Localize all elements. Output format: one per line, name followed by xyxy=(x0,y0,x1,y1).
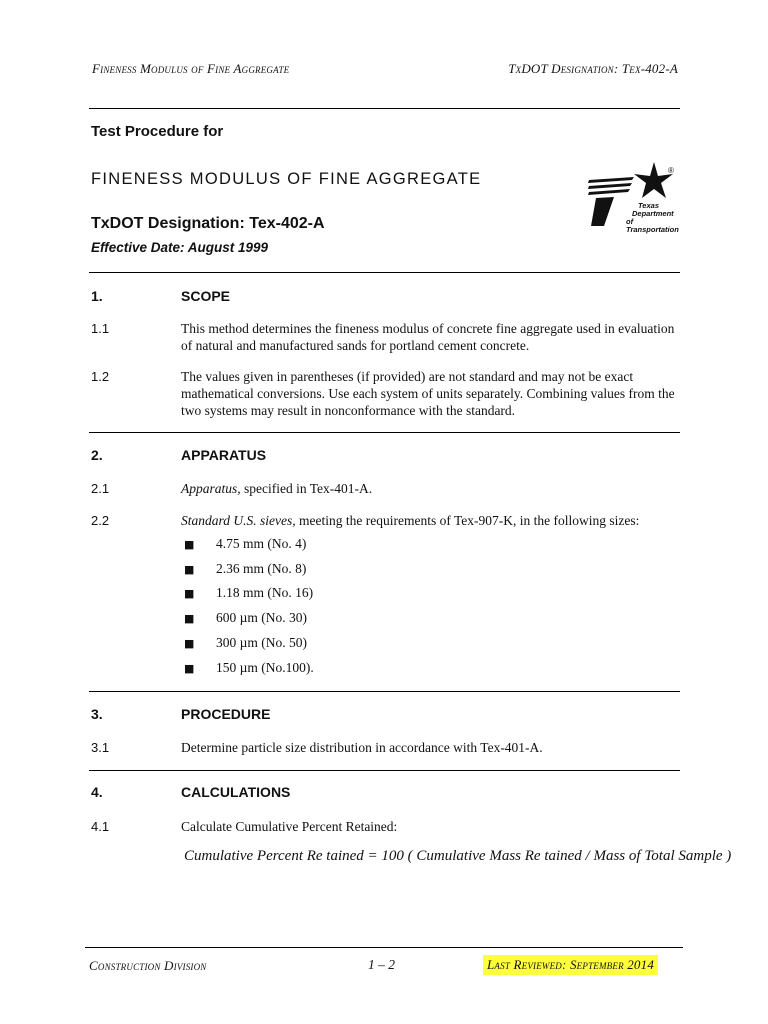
section-number-calculations: 4. xyxy=(91,784,103,800)
section-title-scope: SCOPE xyxy=(181,288,231,304)
designation: TxDOT Designation: Tex-402-A xyxy=(91,215,325,232)
section-title-procedure: PROCEDURE xyxy=(181,706,271,722)
item-number-2-1: 2.1 xyxy=(91,481,110,496)
apparatus-rest: specified in Tex-401-A. xyxy=(240,481,373,496)
header-rule xyxy=(89,108,680,109)
section-rule-4 xyxy=(89,770,680,771)
cumulative-percent-equation: Cumulative Percent Re tained = 100 ( Cumulative Mass Re tained / Mass of Total Sample ) xyxy=(184,848,732,864)
document-title: FINENESS MODULUS OF FINE AGGREGATE xyxy=(91,170,482,188)
sieve-item: 600 µm (No. 30) xyxy=(216,610,308,625)
footer-left: Construction Division xyxy=(89,958,207,973)
section-rule-1 xyxy=(89,272,680,273)
item-number-4-1: 4.1 xyxy=(91,819,110,834)
page-number: 1 – 2 xyxy=(368,957,395,972)
logo-line-texas: Texas xyxy=(638,201,659,210)
running-header-right: TxDOT Designation: Tex-402-A xyxy=(508,61,678,76)
section-number-scope: 1. xyxy=(91,288,103,304)
section-number-apparatus: 2. xyxy=(91,447,103,463)
sieves-rest: meeting the requirements of Tex-907-K, in the following sizes: xyxy=(295,513,640,528)
sieve-item: 4.75 mm (No. 4) xyxy=(216,536,307,551)
bullet-icon: ■ xyxy=(184,563,195,576)
logo-line-department: Department xyxy=(632,209,674,218)
item-text-4-1: Calculate Cumulative Percent Retained: xyxy=(181,819,398,834)
last-reviewed: Last Reviewed: September 2014 xyxy=(483,955,658,975)
registered-mark: ® xyxy=(668,166,674,175)
running-header-left: Fineness Modulus of Fine Aggregate xyxy=(92,61,290,76)
sieve-item: 2.36 mm (No. 8) xyxy=(216,561,307,576)
item-number-1-1: 1.1 xyxy=(91,321,110,336)
item-number-3-1: 3.1 xyxy=(91,740,110,755)
bullet-icon: ■ xyxy=(184,538,195,551)
item-number-2-2: 2.2 xyxy=(91,513,110,528)
item-text-2-1 xyxy=(181,480,681,497)
sieve-item: 150 µm (No.100). xyxy=(216,660,314,675)
sieves-italic: Standard U.S. sieves, xyxy=(181,513,296,528)
section-number-procedure: 3. xyxy=(91,706,103,722)
txdot-logo xyxy=(584,160,684,232)
item-text-2-2 xyxy=(181,512,681,529)
logo-line-transportation: of Transportation xyxy=(626,217,679,234)
sieve-item: 300 µm (No. 50) xyxy=(216,635,308,650)
bullet-icon: ■ xyxy=(184,662,195,675)
section-rule-2 xyxy=(89,432,680,433)
section-rule-3 xyxy=(89,691,680,692)
footer-rule xyxy=(85,947,683,948)
bullet-icon: ■ xyxy=(184,587,195,600)
sieve-item: 1.18 mm (No. 16) xyxy=(216,585,314,600)
item-text-3-1: Determine particle size distribution in accordance with Tex-401-A. xyxy=(181,740,543,755)
test-procedure-label: Test Procedure for xyxy=(91,123,224,140)
item-number-1-2: 1.2 xyxy=(91,369,110,384)
item-text-1-1: This method determines the fineness modulus of concrete fine aggregate used in evaluation of natural and manufactured sands for portland cement concrete. xyxy=(181,321,675,353)
item-text-1-2: The values given in parentheses (if provided) are not standard and may not be exact mathematical conversions. Use each system of units separately. Combining values from the two systems may result in nonconformance with the standard. xyxy=(181,369,675,418)
bullet-icon: ■ xyxy=(184,637,195,650)
apparatus-italic: Apparatus, xyxy=(181,481,241,496)
bullet-icon: ■ xyxy=(184,612,195,625)
section-title-apparatus: APPARATUS xyxy=(181,447,267,463)
section-title-calculations: CALCULATIONS xyxy=(181,784,291,800)
effective-date: Effective Date: August 1999 xyxy=(91,240,269,255)
